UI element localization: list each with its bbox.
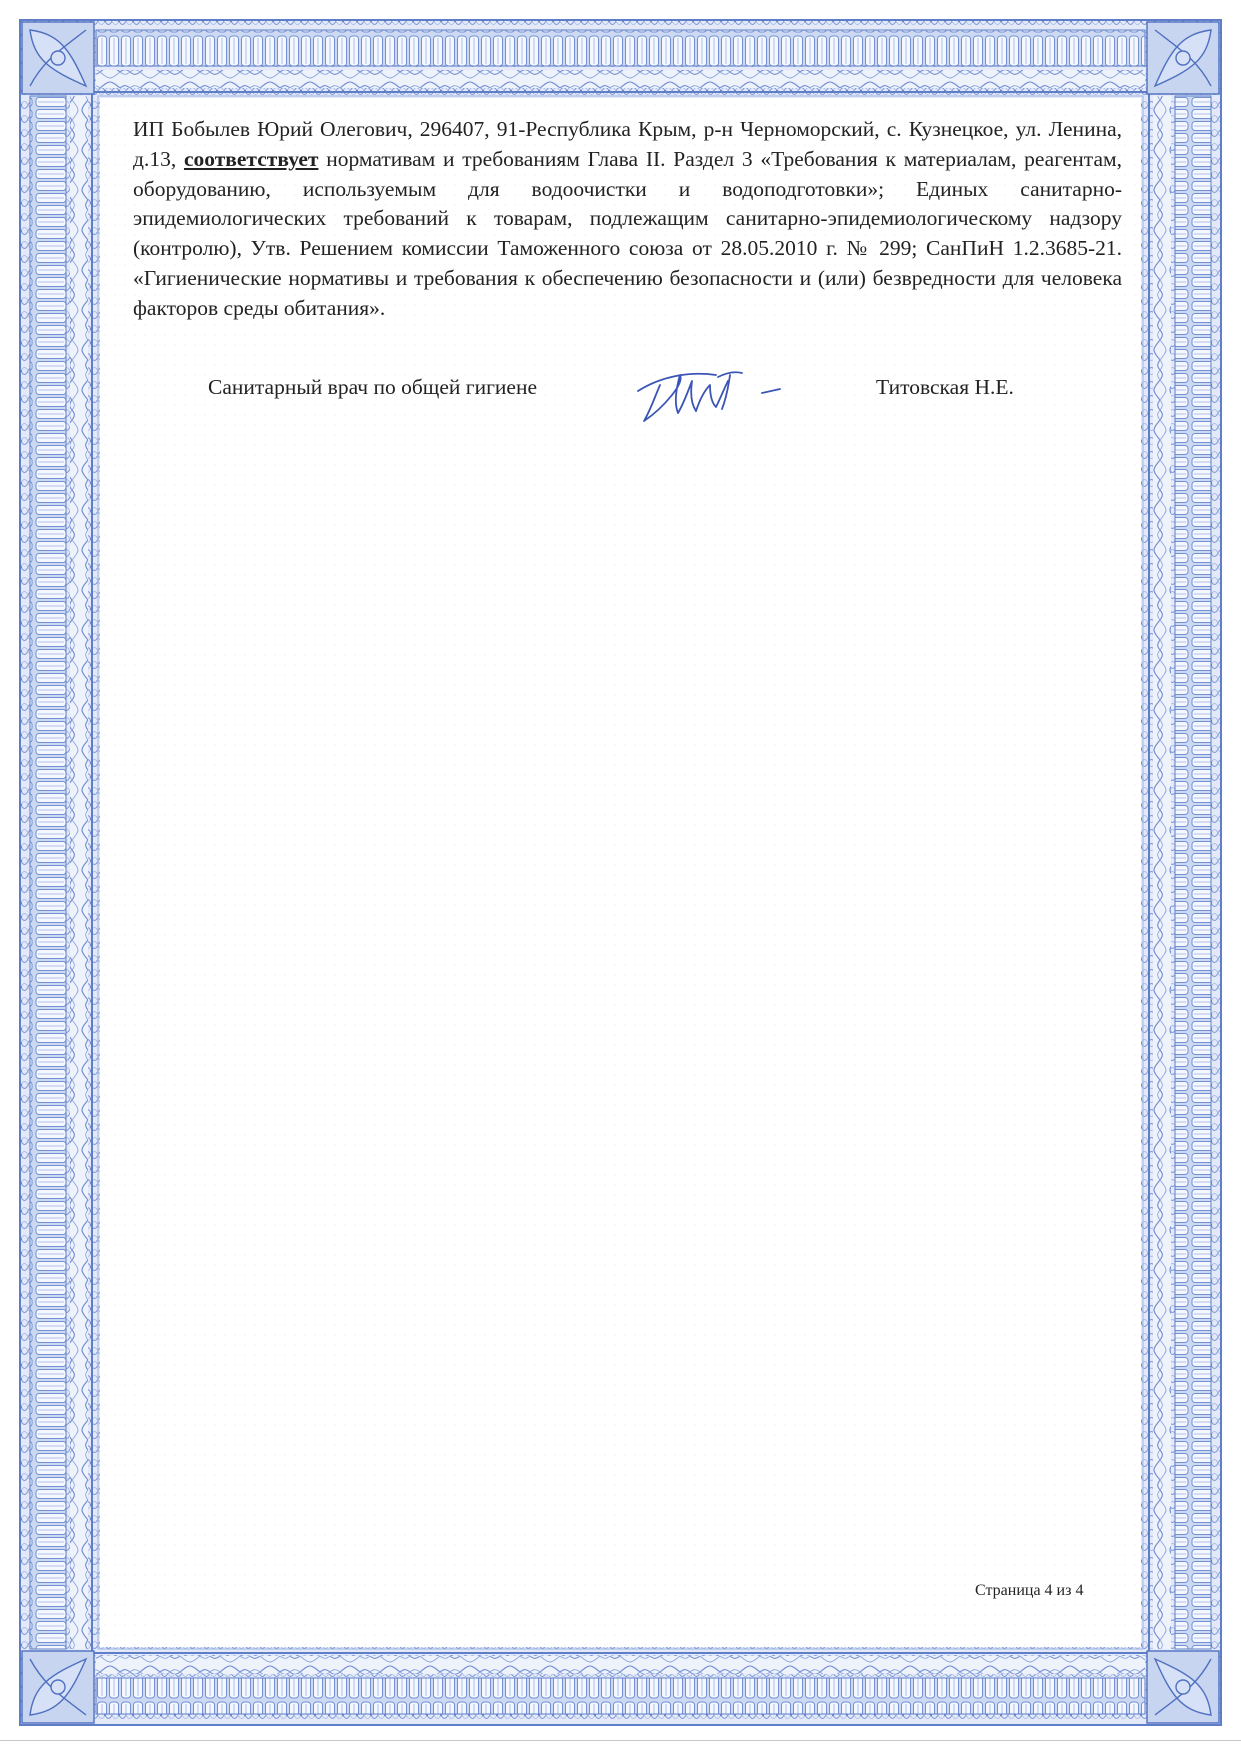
handwritten-signature xyxy=(630,355,810,430)
certificate-paragraph xyxy=(133,115,1122,324)
signatory-name: Титовская Н.Е. xyxy=(876,375,1014,399)
page-total: 4 xyxy=(1075,1582,1084,1599)
corner-ornament-bottom-right xyxy=(1147,1651,1219,1723)
scan-edge-line xyxy=(0,1740,1241,1741)
signatory-role: Санитарный врач по общей гигиене xyxy=(208,375,537,399)
corner-ornament-top-left xyxy=(22,22,94,94)
page-current: 4 xyxy=(1044,1582,1053,1599)
corner-ornament-bottom-left xyxy=(22,1651,94,1723)
compliance-emphasis: соответствует xyxy=(183,146,319,171)
corner-ornament-top-right xyxy=(1147,22,1219,94)
page-word: Страница xyxy=(975,1582,1041,1599)
page-number xyxy=(975,1582,1083,1600)
paragraph-text-start: ИП Бобылев Юрий Олегович, 296407, 91-Республика Крым, р-н Черноморский, с. Кузнецкое, ул. Ленина, д.13, xyxy=(133,117,1122,171)
page-of: из xyxy=(1056,1582,1072,1599)
signature-block xyxy=(0,375,1241,435)
paragraph-text-end: нормативам и требованиям Глава II. Раздел 3 «Требования к материалам, реагентам, оборудованию, используемым для водоочистки и водоподготовки»; Единых санитарно-эпидемиологических требований к товарам, подлежащим санитарно-эпидемиологическому надзору (контролю), Утв. Решением комиссии Таможенного союза от 28.05.2010 г. № 299; СанПиН 1.2.3685-21. «Гигиенические нормативы и требования к обеспечению безопасности и (или) безвредности для человека факторов среды обитания». xyxy=(133,146,1122,320)
